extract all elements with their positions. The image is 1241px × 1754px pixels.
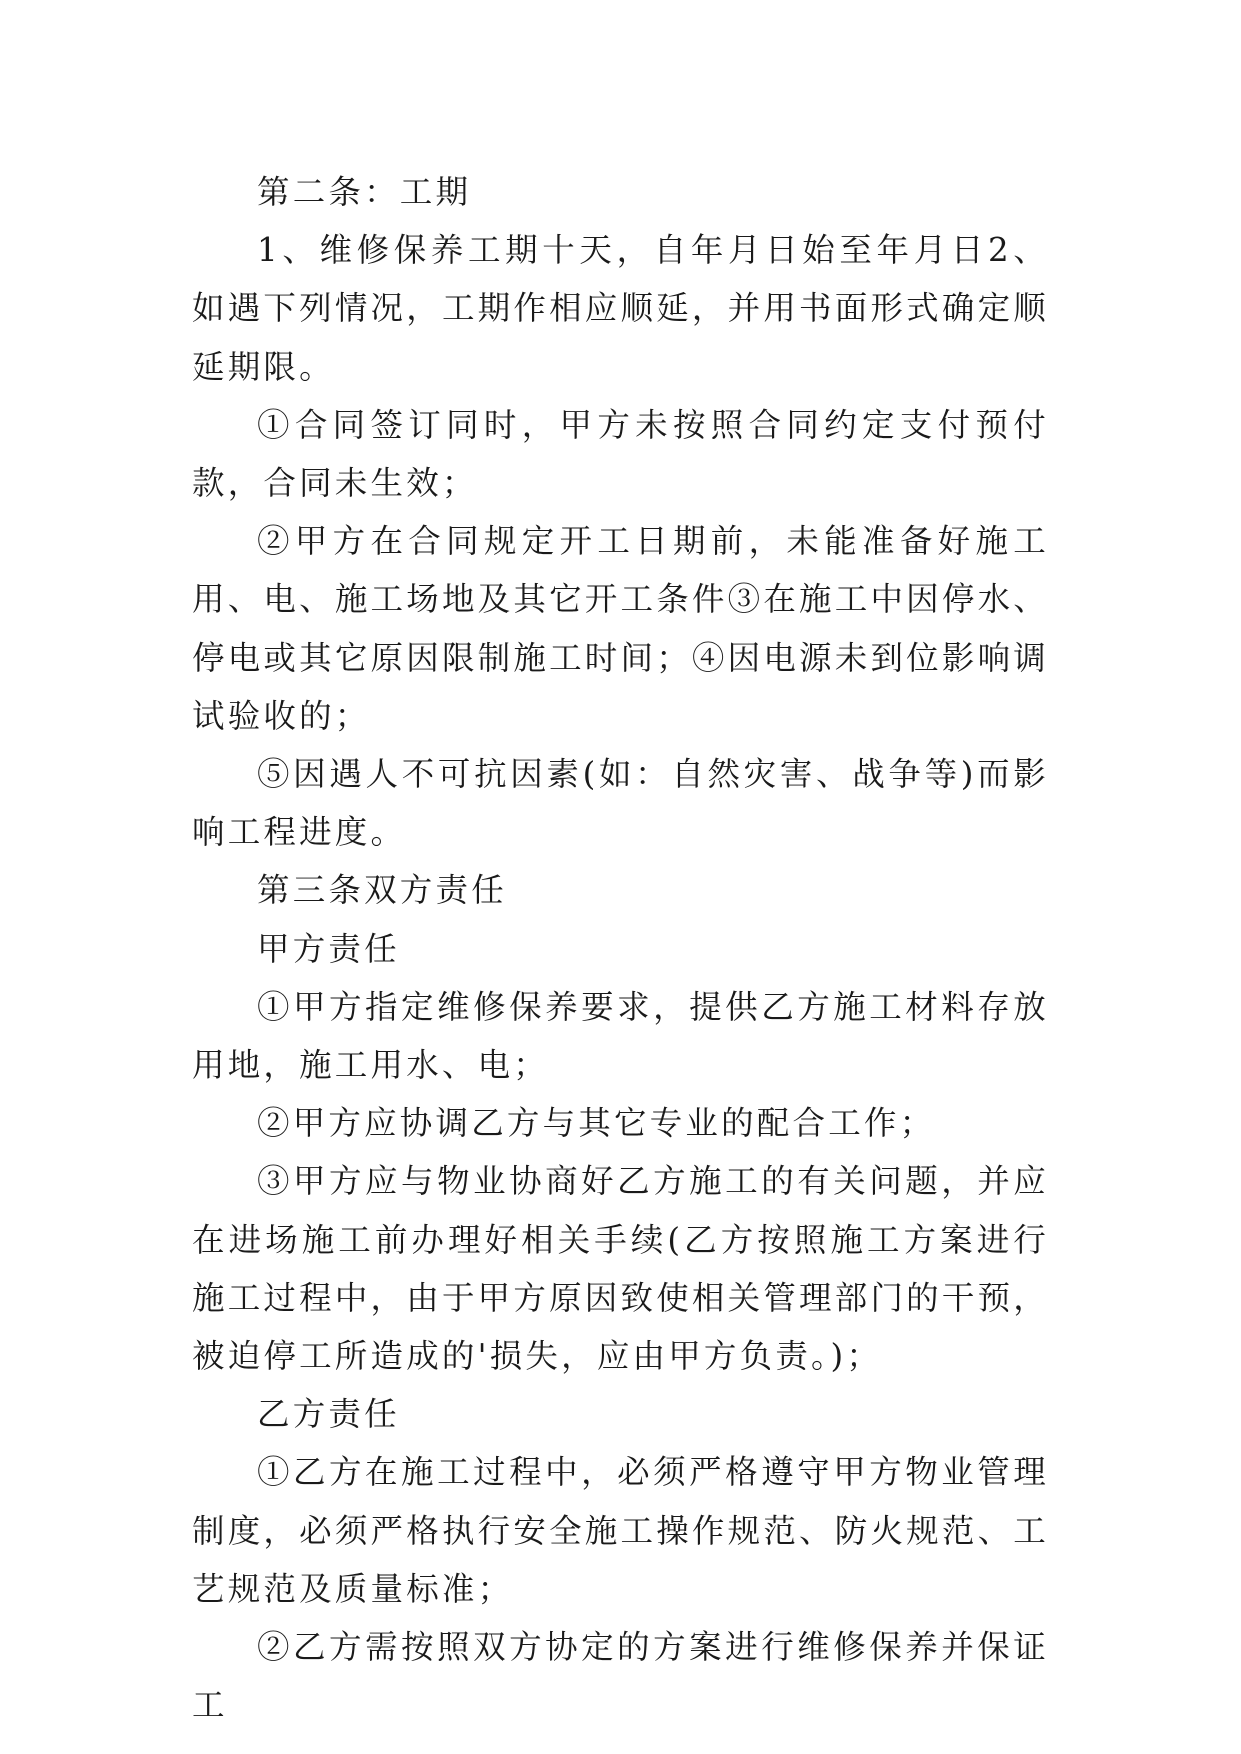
party-b-item-1: ①乙方在施工过程中，必须严格遵守甲方物业管理制度，必须严格执行安全施工操作规范、防火规范、工艺规范及质量标准； bbox=[192, 1453, 1049, 1608]
clause-3-heading: 第三条双方责任 bbox=[257, 871, 507, 910]
list-item-1: ①合同签订同时，甲方未按照合同约定支付预付款，合同未生效； bbox=[192, 405, 1049, 503]
list-item-2-3-4: ②甲方在合同规定开工日期前，未能准备好施工用、电、施工场地及其它开工条件③在施工中因停水、停电或其它原因限制施工时间；④因电源未到位影响调试验收的； bbox=[192, 522, 1049, 735]
paragraph-construction-period: 1、维修保养工期十天，自年月日始至年月日2、如遇下列情况，工期作相应顺延，并用书面形式确定顺延期限。 bbox=[192, 231, 1049, 386]
party-a-item-1: ①甲方指定维修保养要求，提供乙方施工材料存放用地，施工用水、电； bbox=[192, 987, 1049, 1085]
list-item-5: ⑤因遇人不可抗因素(如：自然灾害、战争等)而影响工程进度。 bbox=[192, 755, 1049, 852]
clause-2-heading: 第二条：工期 bbox=[257, 173, 472, 211]
party-a-item-3: ③甲方应与物业协商好乙方施工的有关问题，并应在进场施工前办理好相关手续(乙方按照施工方案进行施工过程中，由于甲方原因致使相关管理部门的干预，被迫停工所造成的'损失，应由甲方负责。)； bbox=[192, 1162, 1049, 1376]
party-b-item-2: ②乙方需按照双方协定的方案进行维修保养并保证工 bbox=[192, 1628, 1049, 1725]
party-b-heading: 乙方责任 bbox=[257, 1395, 400, 1434]
party-a-item-2: ②甲方应协调乙方与其它专业的配合工作； bbox=[257, 1104, 936, 1143]
party-a-heading: 甲方责任 bbox=[257, 929, 400, 968]
document-body bbox=[192, 163, 1049, 1734]
